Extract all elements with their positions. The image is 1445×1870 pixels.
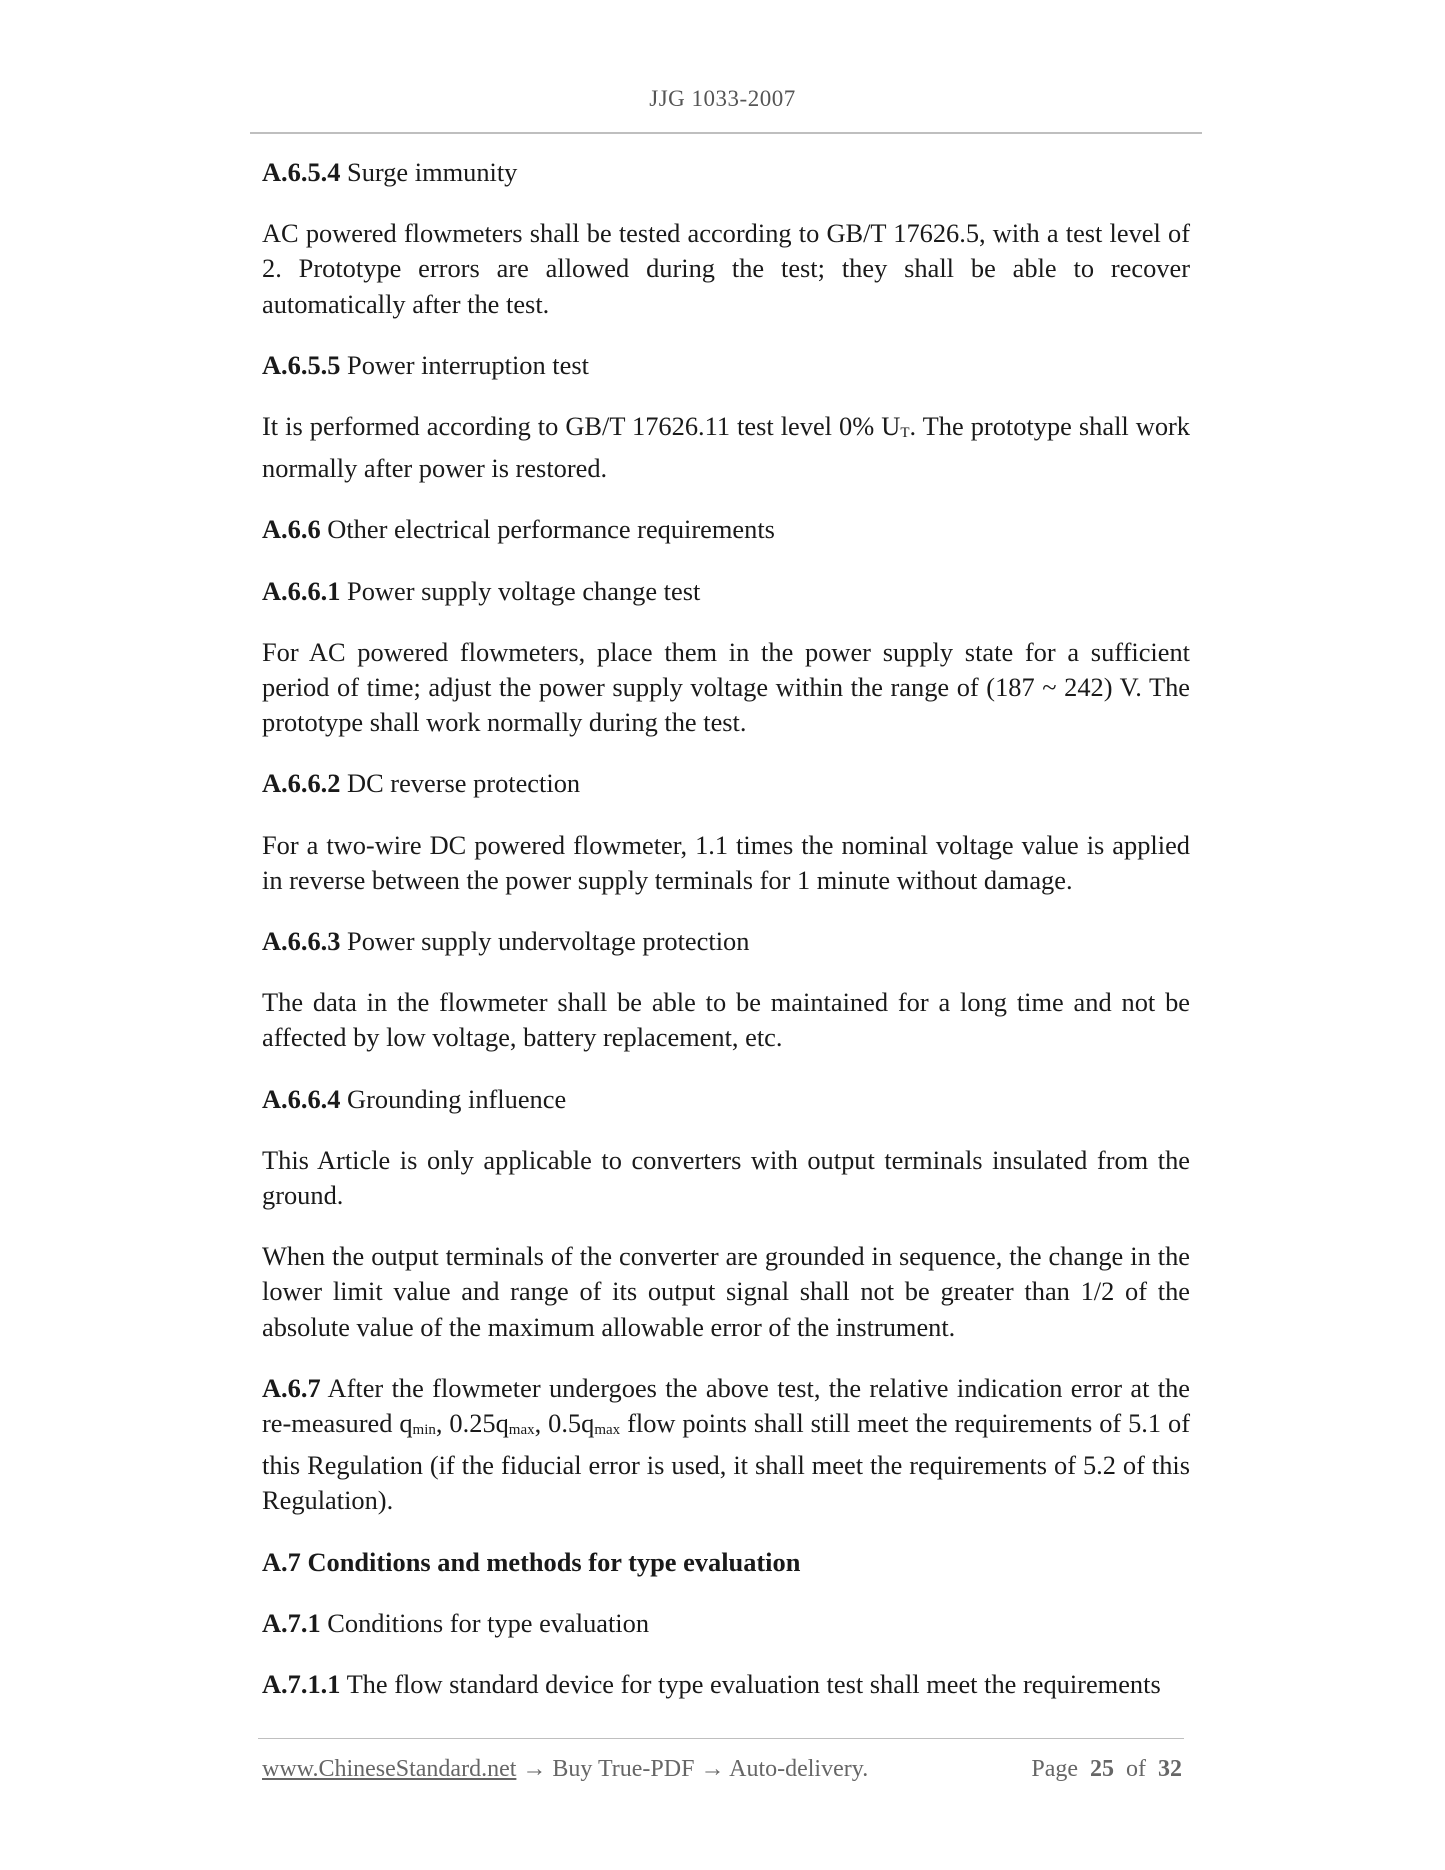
section-title: Power supply voltage change test — [347, 575, 701, 606]
section-number: A.6.6 — [262, 514, 321, 545]
paragraph-text: , 0.5q — [534, 1408, 595, 1439]
section-number: A.7.1 — [262, 1607, 321, 1638]
footer-promo: → Buy True-PDF → Auto-delivery. — [516, 1756, 869, 1782]
paragraph-text: . The prototype shall work normally after power is restored. — [262, 411, 1191, 484]
section-title: Other electrical performance requirements — [327, 514, 775, 545]
section-number: A.6.6.1 — [262, 575, 341, 606]
paragraph-text: , 0.25q — [435, 1408, 509, 1439]
of-label: of — [1126, 1756, 1146, 1782]
header-divider — [250, 132, 1202, 134]
paragraph-text: It is performed according to GB/T 17626.11 test level 0% U — [262, 411, 901, 442]
section-title: Grounding influence — [347, 1083, 567, 1114]
section-title: Surge immunity — [347, 157, 518, 187]
paragraph-grounding-requirement: When the output terminals of the converter are grounded in sequence, the change in the lower limit value and range of its output signal shall not be greater than 1/2 of the absolute value of the maximum allowable error of the instrument. — [262, 1241, 1190, 1342]
section-number: A.6.5.5 — [262, 349, 341, 380]
page-number: 25 — [1090, 1756, 1114, 1782]
section-number: A.6.6.4 — [262, 1083, 341, 1114]
subscript: max — [594, 1422, 621, 1439]
subscript: max — [508, 1422, 535, 1439]
page-footer — [262, 1756, 1182, 1783]
section-number: A.6.7 — [262, 1372, 321, 1403]
section-number: A.6.6.2 — [262, 768, 341, 799]
page-indicator — [1031, 1756, 1182, 1783]
section-heading-a66 — [262, 512, 1190, 547]
paragraph-power-interruption — [262, 409, 1190, 486]
section-heading-a71 — [262, 1606, 1190, 1641]
section-heading-a662 — [262, 766, 1190, 801]
section-heading-a711 — [262, 1667, 1190, 1702]
page-label: Page — [1031, 1756, 1078, 1782]
section-number: A.6.6.3 — [262, 926, 341, 957]
subscript: min — [412, 1422, 436, 1439]
section-title: The flow standard device for type evaluation test shall meet the requirements — [346, 1669, 1161, 1700]
paragraph-a67 — [262, 1371, 1190, 1519]
section-heading-a664 — [262, 1082, 1190, 1117]
document-body — [262, 155, 1190, 1728]
website-link[interactable]: www.ChineseStandard.net — [262, 1756, 517, 1782]
section-heading-a7: A.7 Conditions and methods for type evaluation — [262, 1546, 801, 1577]
footer-divider — [258, 1738, 1184, 1739]
section-title: DC reverse protection — [347, 768, 581, 799]
paragraph-undervoltage: The data in the flowmeter shall be able to be maintained for a long time and not be affected by low voltage, battery replacement, etc. — [262, 987, 1190, 1053]
paragraph-dc-reverse: For a two-wire DC powered flowmeter, 1.1 times the nominal voltage value is applied in reverse between the power supply terminals for 1 minute without damage. — [262, 829, 1190, 895]
paragraph-text: flow points shall still meet the requirements of 5.1 of this Regulation (if the fiducial error is used, it shall meet the requirements of 5.2 of this Regulation). — [262, 1408, 1190, 1516]
section-number: A.6.5.4 — [262, 157, 341, 187]
total-pages: 32 — [1158, 1756, 1182, 1782]
section-heading-a661 — [262, 574, 1190, 609]
section-title: Conditions for type evaluation — [327, 1607, 650, 1638]
document-id-header: JJG 1033-2007 — [649, 86, 796, 111]
paragraph-text: After the flowmeter undergoes the above test, the relative indication error at the re-measured q — [262, 1372, 1190, 1439]
paragraph-surge-immunity: AC powered flowmeters shall be tested according to GB/T 17626.5, with a test level of 2. Prototype errors are allowed during the test; they shall be able to recover automatically after the test. — [262, 218, 1190, 319]
section-heading-a663 — [262, 924, 1190, 959]
section-heading-a655 — [262, 348, 1190, 383]
section-title: Power interruption test — [347, 349, 589, 380]
subscript: T — [900, 425, 910, 442]
section-title: Power supply undervoltage protection — [347, 926, 750, 957]
paragraph-grounding-scope: This Article is only applicable to converters with output terminals insulated from the ground. — [262, 1144, 1190, 1211]
section-heading-a654 — [262, 155, 1190, 190]
section-number: A.7.1.1 — [262, 1669, 341, 1700]
paragraph-voltage-change: For AC powered flowmeters, place them in the power supply state for a sufficient period of time; adjust the power supply voltage within the range of (187 ~ 242) V. The prototype shall work normally during the test. — [262, 636, 1190, 738]
